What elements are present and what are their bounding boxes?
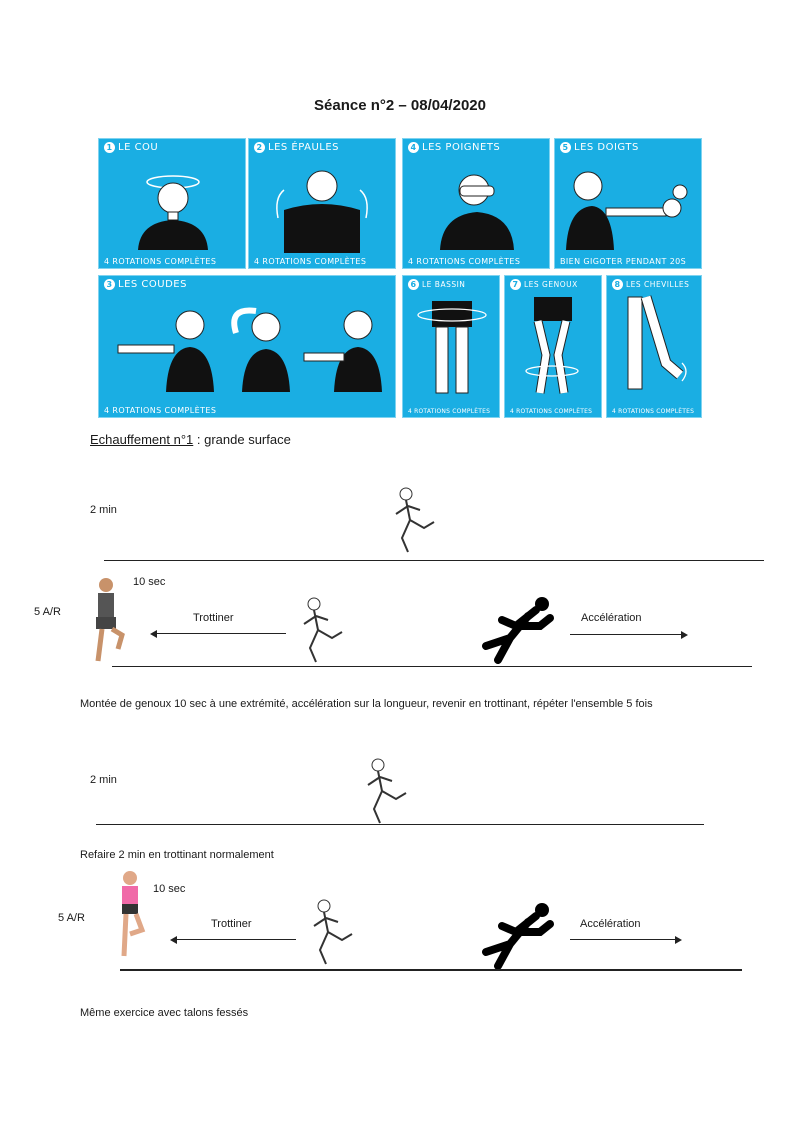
sprinter-silhouette-icon: [480, 596, 560, 664]
panel-caption: 4 ROTATIONS COMPLÈTES: [408, 257, 521, 266]
panel-title: LES COUDES: [118, 279, 187, 290]
butt-kicks-athlete-icon: [110, 868, 150, 962]
panel-fingers: 5 LES DOIGTS BIEN GIGOTER PENDANT 20S: [552, 136, 704, 271]
section-heading: Echauffement n°1 : grande surface: [90, 432, 291, 447]
ex4-time: 10 sec: [153, 883, 186, 895]
panel-wrists: 4 LES POIGNETS 4 ROTATIONS COMPLÈTES: [400, 136, 552, 271]
elbows-figure-icon: [108, 297, 388, 392]
panel-title: LES GENOUX: [524, 280, 578, 289]
ex4-description: Même exercice avec talons fessés: [80, 1007, 249, 1019]
arrow-right-icon: [570, 939, 680, 940]
ex2-time: 10 sec: [133, 576, 166, 588]
panel-title: LES ÉPAULES: [268, 142, 340, 153]
track-line: [112, 666, 752, 667]
track-line: [120, 969, 742, 971]
page-title: Séance n°2 – 08/04/2020: [314, 97, 486, 114]
ex3-description: Refaire 2 min en trottinant normalement: [80, 849, 274, 861]
jogger-icon: [388, 486, 440, 558]
fingers-figure-icon: [562, 160, 694, 250]
hips-figure-icon: [414, 293, 488, 403]
ex4-trottiner-label: Trottiner: [211, 918, 252, 930]
jogger-icon: [306, 898, 358, 970]
ankles-figure-icon: [616, 293, 692, 403]
ex4-reps: 5 A/R: [58, 912, 85, 924]
shoulders-figure-icon: [270, 158, 375, 253]
track-line: [104, 560, 764, 561]
panel-title: LE COU: [118, 142, 159, 153]
high-knees-athlete-icon: [88, 575, 128, 667]
arrow-left-icon: [172, 939, 296, 940]
panel-caption: BIEN GIGOTER PENDANT 20S: [560, 257, 687, 266]
ex2-description: Montée de genoux 10 sec à une extrémité, accélération sur la longueur, revenir en trottinant, répéter l'ensemble 5 fois: [80, 698, 653, 710]
panel-title: LES DOIGTS: [574, 142, 639, 153]
ex2-trottiner-label: Trottiner: [193, 612, 234, 624]
panel-ankles: 8 LES CHEVILLES 4 ROTATIONS COMPLÈTES: [604, 273, 704, 420]
panel-caption: 4 ROTATIONS COMPLÈTES: [612, 408, 695, 415]
knees-figure-icon: [516, 293, 590, 403]
jogger-icon: [360, 757, 412, 829]
panel-elbows: 3 LES COUDES 4 ROTATIONS COMPLÈTES: [96, 273, 398, 420]
panel-caption: 4 ROTATIONS COMPLÈTES: [104, 406, 217, 415]
ex3-duration: 2 min: [90, 774, 117, 786]
sprinter-silhouette-icon: [480, 902, 560, 970]
panel-caption: 4 ROTATIONS COMPLÈTES: [254, 257, 367, 266]
ex4-acceleration-label: Accélération: [580, 918, 641, 930]
arrow-left-icon: [152, 633, 286, 634]
panel-title: LES CHEVILLES: [626, 280, 690, 289]
panel-knees: 7 LES GENOUX 4 ROTATIONS COMPLÈTES: [502, 273, 604, 420]
panel-shoulders: 2 LES ÉPAULES 4 ROTATIONS COMPLÈTES: [246, 136, 398, 271]
panel-title: LE BASSIN: [422, 280, 466, 289]
wrists-figure-icon: [432, 160, 522, 250]
ex1-duration: 2 min: [90, 504, 117, 516]
panel-neck: 1 LE COU 4 ROTATIONS COMPLÈTES: [96, 136, 248, 271]
ex2-reps: 5 A/R: [34, 606, 61, 618]
track-line: [96, 824, 704, 825]
panel-hips: 6 LE BASSIN 4 ROTATIONS COMPLÈTES: [400, 273, 502, 420]
jogger-icon: [296, 596, 348, 668]
arrow-right-icon: [570, 634, 686, 635]
panel-caption: 4 ROTATIONS COMPLÈTES: [104, 257, 217, 266]
ex2-acceleration-label: Accélération: [581, 612, 642, 624]
neck-figure-icon: [128, 160, 218, 250]
panel-caption: 4 ROTATIONS COMPLÈTES: [510, 408, 593, 415]
panel-caption: 4 ROTATIONS COMPLÈTES: [408, 408, 491, 415]
panel-title: LES POIGNETS: [422, 142, 501, 153]
